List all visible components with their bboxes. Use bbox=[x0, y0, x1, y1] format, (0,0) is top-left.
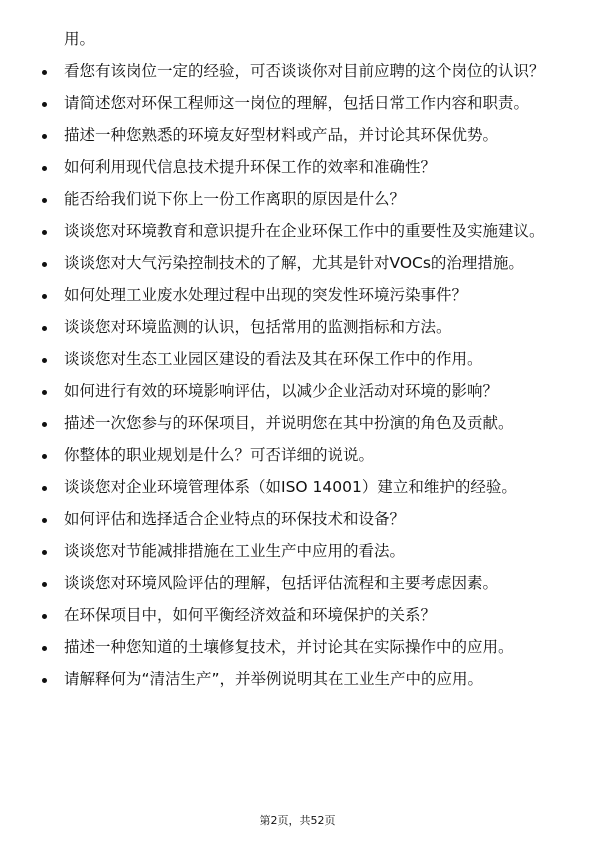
list-item bbox=[0, 604, 595, 626]
question-text: 如何处理工业废水处理过程中出现的突发性环境污染事件？ bbox=[64, 286, 468, 304]
bullet-icon bbox=[42, 166, 47, 171]
continuation-text: 用。 bbox=[64, 30, 96, 48]
list-item bbox=[0, 476, 595, 498]
question-text: 如何利用现代信息技术提升环保工作的效率和准确性？ bbox=[64, 158, 437, 176]
bullet-icon bbox=[42, 582, 47, 587]
bullet-icon bbox=[42, 198, 47, 203]
list-item bbox=[0, 284, 595, 306]
question-text: 描述一种您熟悉的环境友好型材料或产品，并讨论其环保优势。 bbox=[64, 126, 499, 144]
question-text: 能否给我们说下你上一份工作离职的原因是什么？ bbox=[64, 190, 406, 208]
list-item bbox=[0, 220, 595, 242]
question-text: 谈谈您对环境监测的认识，包括常用的监测指标和方法。 bbox=[64, 318, 452, 336]
question-text: 谈谈您对生态工业园区建设的看法及其在环保工作中的作用。 bbox=[64, 350, 483, 368]
bullet-icon bbox=[42, 134, 47, 139]
question-list bbox=[0, 60, 595, 700]
question-text: 谈谈您对企业环境管理体系（如ISO 14001）建立和维护的经验。 bbox=[64, 478, 517, 496]
list-item bbox=[0, 412, 595, 434]
bullet-icon bbox=[42, 262, 47, 267]
list-item bbox=[0, 60, 595, 82]
bullet-icon bbox=[42, 358, 47, 363]
list-item bbox=[0, 156, 595, 178]
bullet-icon bbox=[42, 454, 47, 459]
question-text: 如何进行有效的环境影响评估，以减少企业活动对环境的影响？ bbox=[64, 382, 499, 400]
bullet-icon bbox=[42, 678, 47, 683]
bullet-icon bbox=[42, 422, 47, 427]
bullet-icon bbox=[42, 646, 47, 651]
bullet-icon bbox=[42, 550, 47, 555]
list-item bbox=[0, 508, 595, 530]
list-item bbox=[0, 572, 595, 594]
list-item bbox=[0, 636, 595, 658]
question-text: 看您有该岗位一定的经验，可否谈谈你对目前应聘的这个岗位的认识？ bbox=[64, 62, 545, 80]
bullet-icon bbox=[42, 614, 47, 619]
question-text: 描述一种您知道的土壤修复技术，并讨论其在实际操作中的应用。 bbox=[64, 638, 514, 656]
question-text: 谈谈您对大气污染控制技术的了解，尤其是针对VOCs的治理措施。 bbox=[64, 254, 524, 272]
bullet-icon bbox=[42, 102, 47, 107]
bullet-icon bbox=[42, 390, 47, 395]
list-item bbox=[0, 252, 595, 274]
question-text: 谈谈您对环境教育和意识提升在企业环保工作中的重要性及实施建议。 bbox=[64, 222, 545, 240]
bullet-icon bbox=[42, 518, 47, 523]
list-item bbox=[0, 348, 595, 370]
page-number-footer: 第2页，共52页 bbox=[259, 814, 336, 827]
question-text: 请简述您对环保工程师这一岗位的理解，包括日常工作内容和职责。 bbox=[64, 94, 530, 112]
question-text: 在环保项目中，如何平衡经济效益和环境保护的关系？ bbox=[64, 606, 437, 624]
list-item bbox=[0, 380, 595, 402]
list-item bbox=[0, 92, 595, 114]
bullet-icon bbox=[42, 70, 47, 75]
list-item bbox=[0, 188, 595, 210]
bullet-icon bbox=[42, 326, 47, 331]
question-text: 谈谈您对节能减排措施在工业生产中应用的看法。 bbox=[64, 542, 406, 560]
bullet-icon bbox=[42, 230, 47, 235]
list-item bbox=[0, 540, 595, 562]
list-item bbox=[0, 316, 595, 338]
question-text: 你整体的职业规划是什么？可否详细的说说。 bbox=[64, 446, 375, 464]
question-text: 谈谈您对环境风险评估的理解，包括评估流程和主要考虑因素。 bbox=[64, 574, 499, 592]
list-item bbox=[0, 124, 595, 146]
bullet-icon bbox=[42, 486, 47, 491]
list-item bbox=[0, 668, 595, 690]
list-item bbox=[0, 444, 595, 466]
question-text: 请解释何为“清洁生产”，并举例说明其在工业生产中的应用。 bbox=[64, 670, 484, 688]
question-text: 描述一次您参与的环保项目，并说明您在其中扮演的角色及贡献。 bbox=[64, 414, 514, 432]
bullet-icon bbox=[42, 294, 47, 299]
question-text: 如何评估和选择适合企业特点的环保技术和设备？ bbox=[64, 510, 406, 528]
